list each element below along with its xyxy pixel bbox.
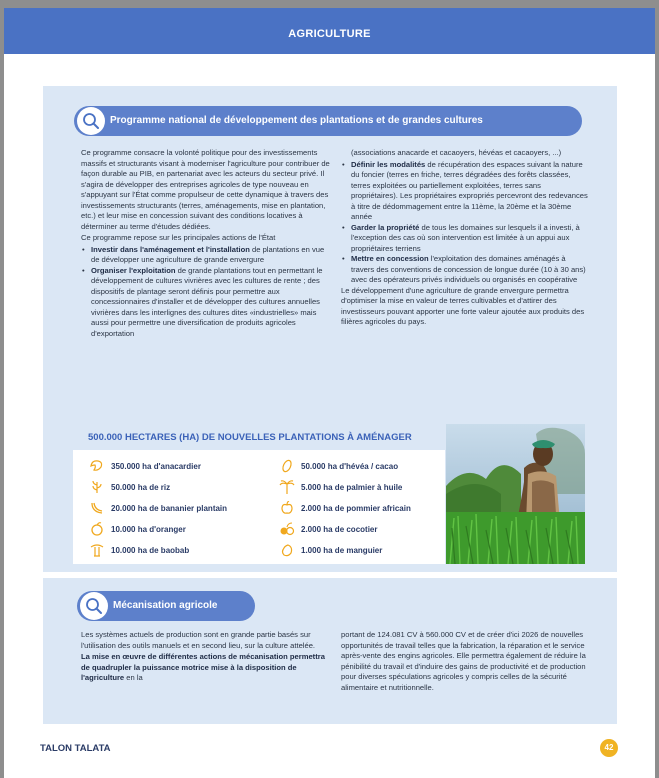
- orange-icon: [89, 522, 105, 536]
- plantation-item: 1.000 ha de manguier: [301, 546, 382, 555]
- banana-icon: [89, 501, 105, 515]
- section2-left-column: [81, 630, 331, 712]
- section2-intro: Les systèmes actuels de production sont en grande partie basés sur l'utilisation des outils manuels et en second lieu, sur la culture attelée.: [81, 630, 316, 650]
- search-icon-badge: [77, 107, 105, 135]
- farmer-in-rice-field-image: [446, 424, 585, 564]
- page-header-title: AGRICULTURE: [288, 28, 371, 40]
- plantation-item: 20.000 ha de bananier plantain: [111, 504, 227, 513]
- bullet-definir: • Définir les modalités de récupération des espaces suivant la nature du foncier (terres en friche, terres dégradées des forêts classées, terres exploitées ou partiellement exploitées, terres sans propriétaires). Les propriétaires expropriés percevront des redevances à titre de dédommagement entre la 11ème, la 20ème et la 30ème année: [341, 160, 589, 223]
- plantation-item: 2.000 ha de pommier africain: [301, 504, 411, 513]
- bullet-organiser: • Organiser l'exploitation de grande plantations tout en permettant le développement de cultures vivrières avec les cultures de rente ; des dispositifs de plantage seront définis pour permettre aux concessionnaires d'installer et de développer des cultures annuelles vivrières dans les interlignes des cultures dites «industrielles» mais aussi pour permettre une diversification de produits agricoles d'exportation: [81, 266, 330, 340]
- section1-title-pill: [74, 106, 582, 136]
- bullet-concession: • Mettre en concession l'exploitation des domaines aménagés à travers des conventions de concession de longue durée (10 à 30 ans) avec des opérateurs privés individuels ou organisés en coopérative: [341, 254, 589, 286]
- section2-title: Mécanisation agricole: [113, 600, 218, 611]
- search-icon: [82, 112, 100, 130]
- bullet-garder: • Garder la propriété de tous les domaines sur lesquels il a investi, à l'exception des cas où son intervention est limitée à un appui aux propriétaires terriens: [341, 223, 589, 255]
- plantation-item: 2.000 ha de cocotier: [301, 525, 377, 534]
- bullet-investir: • Investir dans l'aménagement et l'installation de plantations en vue de développer une agriculture de grande envergure: [81, 245, 330, 266]
- rice-icon: [89, 480, 105, 494]
- cacao-icon: [279, 459, 295, 473]
- plantation-item: 50.000 ha de riz: [111, 483, 170, 492]
- section1-continuation: (associations anacarde et cacaoyers, hévéas et cacaoyers, ...): [351, 148, 562, 157]
- plantation-item: 10.000 ha d'oranger: [111, 525, 186, 534]
- farmer-photo: [446, 424, 585, 564]
- plantation-item: 50.000 ha d'hévéa / cacao: [301, 462, 398, 471]
- cashew-icon: [89, 459, 105, 473]
- mango-icon: [279, 543, 295, 557]
- section1-title: Programme national de développement des plantations et de grandes cultures: [110, 115, 483, 126]
- document-page: [4, 8, 655, 778]
- search-icon: [85, 597, 103, 615]
- search-icon-badge: [80, 592, 108, 620]
- plantation-item: 5.000 ha de palmier à huile: [301, 483, 402, 492]
- footer-brand: TALON TALATA: [40, 743, 111, 754]
- coconut-icon: [279, 522, 295, 536]
- baobab-icon: [89, 543, 105, 557]
- section1-actions-intro: Ce programme repose sur les principales actions de l'État: [81, 233, 276, 242]
- plantation-item: 10.000 ha de baobab: [111, 546, 189, 555]
- apple-icon: [279, 501, 295, 515]
- section2-right-column: [341, 630, 591, 712]
- palm-icon: [279, 480, 295, 494]
- plantation-item: 350.000 ha d'anacardier: [111, 462, 201, 471]
- section1-right-column: [341, 148, 589, 403]
- section2-highlight: La mise en œuvre de différentes actions de mécanisation permettra de quadrupler la puissance motrice mise à la disposition de l'agriculture en la: [81, 652, 325, 682]
- page-number-badge: 42: [600, 739, 618, 757]
- page-header: [4, 8, 655, 54]
- section2-title-pill: [77, 591, 255, 621]
- section1-intro: Ce programme consacre la volonté politique pour des investissements massifs et structurants visant à moderniser l'agriculture pour contribuer de façon durable au PIB, en partenariat avec les acteurs du secteur privé. Il s'agira de développer des entreprises agricoles de type nouveau en s'appuyant sur l'État comme propulseur de cette dynamique à travers des investissements structurants (terres, aménagements, mise en plantation, etc.) et leur mise en concession suivant des conditions locatives à déterminer au terme d'études dédiées.: [81, 148, 330, 231]
- section1-left-column: [81, 148, 330, 403]
- plantations-title: 500.000 HECTARES (HA) DE NOUVELLES PLANTATIONS À AMÉNAGER: [73, 424, 445, 450]
- section1-conclusion: Le développement d'une agriculture de grande envergure permettra d'optimiser la mise en valeur de terres cultivables et d'attirer des investisseurs pouvant apporter une forte valeur ajoutée aux produits des filières agricoles du pays.: [341, 285, 585, 326]
- plantations-box: [73, 424, 445, 564]
- section2-continuation: portant de 124.081 CV à 560.000 CV et de créer d'ici 2026 de nouvelles opportunités de travail telles que la fabrication, la réparation et le service après-vente des engins agricoles. Elle permettra également de réduire la pénibilité du travail et d'induire des gains de productivité et de production pour diverses spéculations agricoles y compris celles de la sécurité alimentaire et nutritionnelle.: [341, 630, 586, 692]
